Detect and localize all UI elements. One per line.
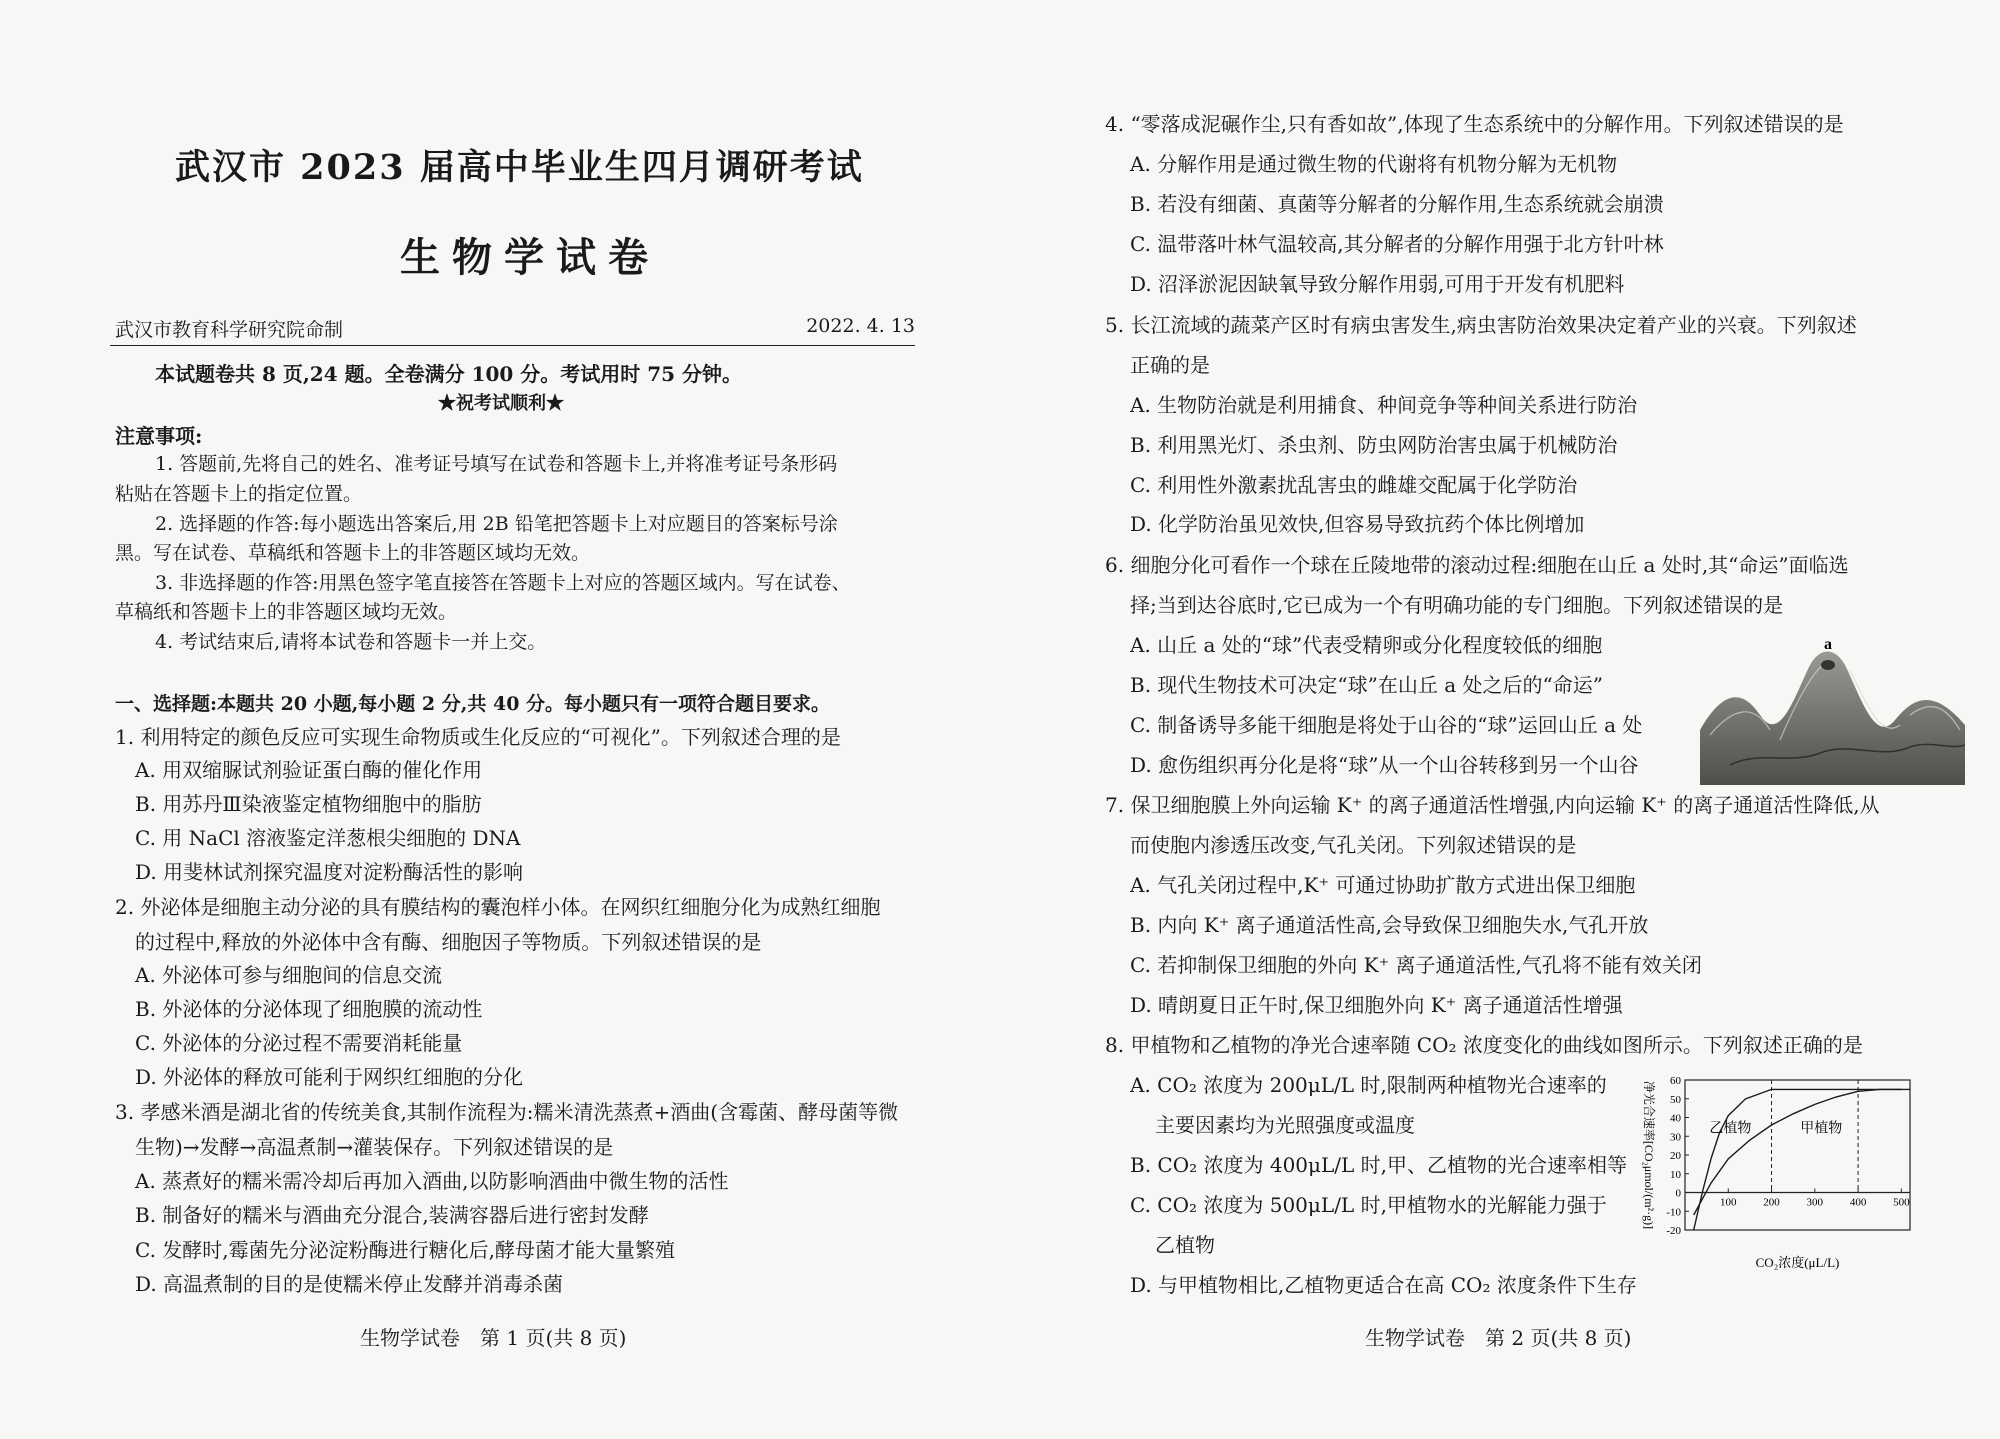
option-line: D. 晴朗夏日正午时,保卫细胞外向 K⁺ 离子通道活性增强 xyxy=(1130,993,1623,1017)
option-line: B. 用苏丹Ⅲ染液鉴定植物细胞中的脂肪 xyxy=(135,792,482,816)
y-tick-label: 40 xyxy=(1670,1112,1681,1125)
blessing: ★祝考试顺利★ xyxy=(438,393,564,414)
option-line: A. 外泌体可参与细胞间的信息交流 xyxy=(135,963,443,987)
left-page xyxy=(0,0,940,1439)
chart-canvas xyxy=(1625,1070,1925,1270)
option-line: 主要因素均为光照强度或温度 xyxy=(1155,1113,1415,1137)
question-line: 2. 外泌体是细胞主动分泌的具有膜结构的囊泡样小体。在网织红细胞分化为成熟红细胞 xyxy=(115,895,881,919)
question-line: 4. “零落成泥碾作尘,只有香如故”,体现了生态系统中的分解作用。下列叙述错误的是 xyxy=(1105,112,1844,136)
option-line: C. 利用性外激素扰乱害虫的雌雄交配属于化学防治 xyxy=(1130,473,1578,497)
series-label: 乙植物 xyxy=(1709,1121,1752,1137)
question-line: 6. 细胞分化可看作一个球在丘陵地带的滚动过程:细胞在山丘 a 处时,其“命运”面临选 xyxy=(1105,553,1849,577)
y-tick-label: 20 xyxy=(1670,1150,1681,1162)
notice-line: 粘贴在答题卡上的指定位置。 xyxy=(115,483,363,505)
y-tick-label: 50 xyxy=(1670,1093,1681,1106)
option-line: A. 气孔关闭过程中,K⁺ 可通过协助扩散方式进出保卫细胞 xyxy=(1130,873,1636,897)
option-line: B. 现代生物技术可决定“球”在山丘 a 处之后的“命运” xyxy=(1130,673,1603,697)
option-line: C. 若抑制保卫细胞的外向 K⁺ 离子通道活性,气孔将不能有效关闭 xyxy=(1130,953,1702,977)
option-line: 乙植物 xyxy=(1155,1233,1215,1257)
option-line: D. 沼泽淤泥因缺氧导致分解作用弱,可用于开发有机肥料 xyxy=(1130,272,1625,296)
x-tick-label: 200 xyxy=(1763,1196,1780,1209)
option-line: B. CO₂ 浓度为 400μL/L 时,甲、乙植物的光合速率相等 xyxy=(1130,1153,1628,1177)
option-line: C. 温带落叶林气温较高,其分解者的分解作用强于北方针叶林 xyxy=(1130,232,1664,256)
header-rule xyxy=(110,345,915,346)
page-footer: 生物学试卷 第 1 页(共 8 页) xyxy=(360,1326,627,1350)
option-line: B. 外泌体的分泌体现了细胞膜的流动性 xyxy=(135,997,483,1021)
option-line: A. 蒸煮好的糯米需冷却后再加入酒曲,以防影响酒曲中微生物的活性 xyxy=(135,1169,729,1193)
question-line: 3. 孝感米酒是湖北省的传统美食,其制作流程为:糯米清洗蒸煮+酒曲(含霉菌、酵母菌等微 xyxy=(115,1100,899,1124)
page-footer: 生物学试卷 第 2 页(共 8 页) xyxy=(1365,1326,1632,1350)
option-line: D. 与甲植物相比,乙植物更适合在高 CO₂ 浓度条件下生存 xyxy=(1130,1273,1637,1297)
notice-line: 黑。写在试卷、草稿纸和答题卡上的非答题区域均无效。 xyxy=(115,542,591,564)
organizer: 武汉市教育科学研究院命制 xyxy=(115,319,344,341)
exam-subtitle: 生物学试卷 xyxy=(400,234,660,281)
plot-frame xyxy=(1685,1080,1910,1230)
option-line: C. CO₂ 浓度为 500μL/L 时,甲植物水的光解能力强于 xyxy=(1130,1193,1607,1217)
option-line: D. 愈伤组织再分化是将“球”从一个山谷转移到另一个山谷 xyxy=(1130,753,1639,777)
waddington-landscape-figure xyxy=(1700,635,1965,785)
question-line: 生物)→发酵→高温煮制→灌装保存。下列叙述错误的是 xyxy=(135,1135,614,1159)
question-line: 正确的是 xyxy=(1130,353,1210,377)
option-line: C. 制备诱导多能干细胞是将处于山谷的“球”运回山丘 a 处 xyxy=(1130,713,1643,737)
x-tick-label: 400 xyxy=(1849,1196,1867,1209)
option-line: C. 发酵时,霉菌先分泌淀粉酶进行糖化后,酵母菌才能大量繁殖 xyxy=(135,1238,676,1262)
option-line: A. 分解作用是通过微生物的代谢将有机物分解为无机物 xyxy=(1130,152,1618,176)
option-line: D. 用斐林试剂探究温度对淀粉酶活性的影响 xyxy=(135,860,524,884)
question-line: 1. 利用特定的颜色反应可实现生命物质或生化反应的“可视化”。下列叙述合理的是 xyxy=(115,725,841,749)
notice-line: 4. 考试结束后,请将本试卷和答题卡一并上交。 xyxy=(155,631,547,653)
question-line: 而使胞内渗透压改变,气孔关闭。下列叙述错误的是 xyxy=(1130,833,1577,857)
y-tick-label: -10 xyxy=(1666,1206,1681,1219)
option-line: B. 若没有细菌、真菌等分解者的分解作用,生态系统就会崩溃 xyxy=(1130,192,1664,216)
notice-line: 3. 非选择题的作答:用黑色签字笔直接答在答题卡上对应的答题区域内。写在试卷、 xyxy=(155,572,851,594)
option-line: A. CO₂ 浓度为 200μL/L 时,限制两种植物光合速率的 xyxy=(1130,1073,1607,1097)
y-tick-label: 30 xyxy=(1670,1131,1681,1144)
option-line: C. 外泌体的分泌过程不需要消耗能量 xyxy=(135,1031,463,1055)
option-line: A. 用双缩脲试剂验证蛋白酶的催化作用 xyxy=(135,758,483,782)
x-tick-label: 500 xyxy=(1893,1196,1910,1209)
x-tick-label: 300 xyxy=(1806,1196,1824,1209)
question-line: 7. 保卫细胞膜上外向运输 K⁺ 的离子通道活性增强,内向运输 K⁺ 的离子通道活性降低,从 xyxy=(1105,793,1880,817)
exam-title: 武汉市 2023 届高中毕业生四月调研考试 xyxy=(175,147,864,188)
notice-line: 草稿纸和答题卡上的非答题区域均无效。 xyxy=(115,601,458,623)
option-line: D. 外泌体的释放可能利于网织红细胞的分化 xyxy=(135,1065,524,1089)
figure-label-a: a xyxy=(1824,636,1832,653)
option-line: D. 化学防治虽见效快,但容易导致抗药个体比例增加 xyxy=(1130,512,1585,536)
question-line: 的过程中,释放的外泌体中含有酶、细胞因子等物质。下列叙述错误的是 xyxy=(135,930,762,954)
option-line: A. 山丘 a 处的“球”代表受精卵或分化程度较低的细胞 xyxy=(1130,633,1603,657)
series-line-yi xyxy=(1694,1089,1902,1230)
exam-date: 2022. 4. 13 xyxy=(806,315,915,337)
notice-line: 2. 选择题的作答:每小题选出答案后,用 2B 铅笔把答题卡上对应题目的答案标号涂 xyxy=(155,513,838,535)
question-line: 8. 甲植物和乙植物的净光合速率随 CO₂ 浓度变化的曲线如图所示。下列叙述正确的是 xyxy=(1105,1033,1863,1057)
section-title: 一、选择题:本题共 20 小题,每小题 2 分,共 40 分。每小题只有一项符合题目要求。 xyxy=(115,693,831,715)
option-line: B. 制备好的糯米与酒曲充分混合,装满容器后进行密封发酵 xyxy=(135,1203,649,1227)
option-line: B. 利用黑光灯、杀虫剂、防虫网防治害虫属于机械防治 xyxy=(1130,433,1618,457)
question-line: 5. 长江流域的蔬菜产区时有病虫害发生,病虫害防治效果决定着产业的兴衰。下列叙述 xyxy=(1105,313,1857,337)
y-axis-label: 净光合速率[CO₂μmol/(m²·g)] xyxy=(1642,1080,1656,1230)
x-tick-label: 100 xyxy=(1720,1196,1737,1209)
option-line: B. 内向 K⁺ 离子通道活性高,会导致保卫细胞失水,气孔开放 xyxy=(1130,913,1649,937)
photosynthesis-chart xyxy=(1625,1070,1925,1270)
notice-title: 注意事项: xyxy=(115,424,203,448)
y-tick-label: 10 xyxy=(1670,1168,1681,1181)
option-line: D. 高温煮制的目的是使糯米停止发酵并消毒杀菌 xyxy=(135,1272,564,1296)
y-tick-label: 0 xyxy=(1675,1187,1681,1200)
exam-summary: 本试题卷共 8 页,24 题。全卷满分 100 分。考试用时 75 分钟。 xyxy=(155,362,743,386)
option-line: C. 用 NaCl 溶液鉴定洋葱根尖细胞的 DNA xyxy=(135,826,521,850)
y-tick-label: 60 xyxy=(1670,1075,1681,1087)
x-axis-label: CO₂浓度(μL/L) xyxy=(1755,1255,1840,1270)
option-line: A. 生物防治就是利用捕食、种间竞争等种间关系进行防治 xyxy=(1130,393,1638,417)
notice-line: 1. 答题前,先将自己的姓名、准考证号填写在试卷和答题卡上,并将准考证号条形码 xyxy=(155,453,838,475)
question-line: 择;当到达谷底时,它已成为一个有明确功能的专门细胞。下列叙述错误的是 xyxy=(1130,593,1784,617)
y-tick-label: -20 xyxy=(1666,1225,1681,1237)
series-label: 甲植物 xyxy=(1800,1121,1843,1137)
